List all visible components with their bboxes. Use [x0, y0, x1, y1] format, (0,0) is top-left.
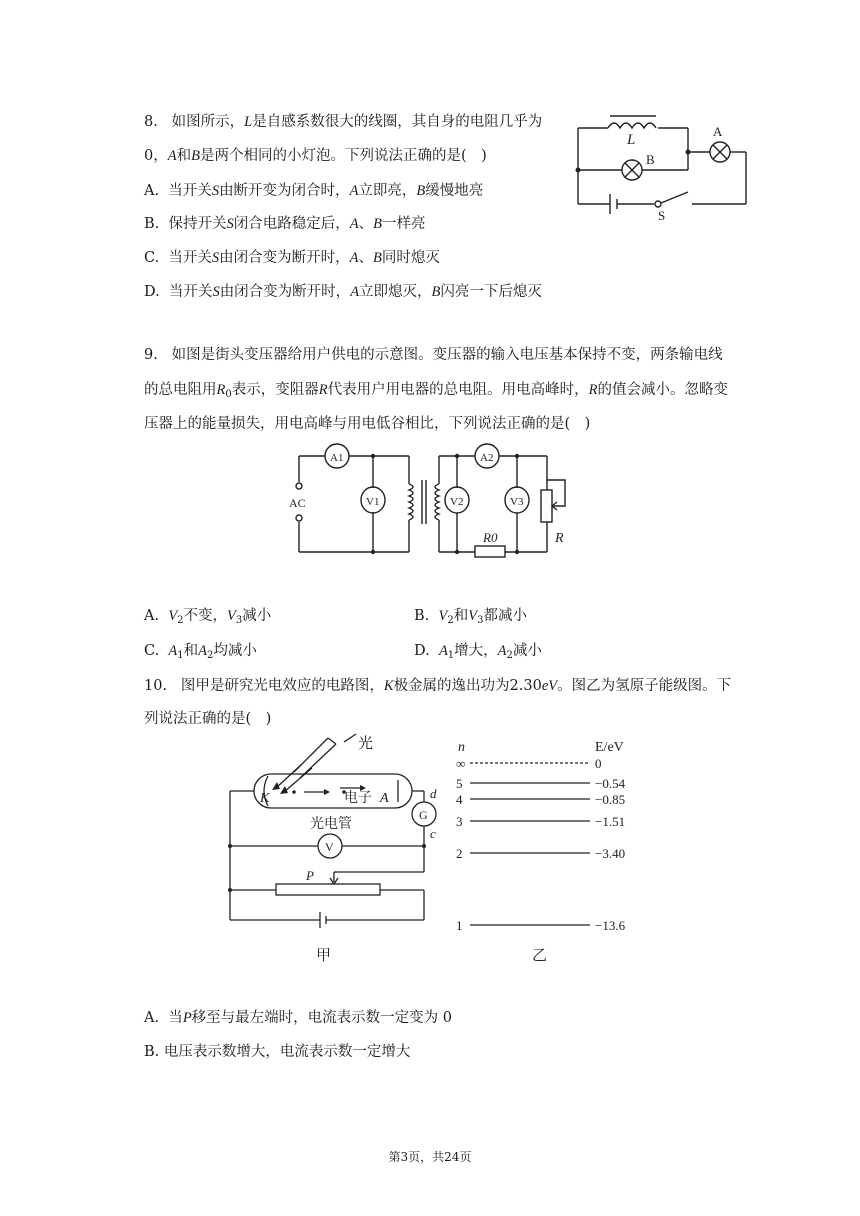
q10-fig-jia	[220, 730, 450, 970]
q8-label-b: B	[646, 152, 655, 167]
q10-label-tube: 光电管	[310, 817, 352, 832]
page-footer: 第3页，共24页	[388, 1150, 472, 1164]
q9-label-v1: V1	[366, 496, 380, 508]
q8-label-a: A	[713, 124, 723, 139]
energy-level-n: ∞	[456, 756, 466, 771]
energy-level-n: 1	[456, 918, 463, 933]
q10-label-p: P	[306, 868, 314, 883]
q9-label-a2: A2	[480, 452, 494, 464]
q10-option-a: A. 当P移至与最左端时，电流表示数一定变为 0	[144, 1010, 453, 1026]
energy-level-n: 5	[456, 776, 463, 791]
q9-option-d: D. $A_1$增大，$A_2$减小	[414, 643, 542, 661]
q8-number: 8.	[144, 114, 158, 130]
q8-option-c: C. 当开关S由闭合变为断开时，A、B同时熄灭	[144, 250, 440, 266]
energy-level-5	[456, 918, 626, 933]
q9-stem-line2: 的总电阻用$R_0$表示，变阻器R代表用户用电器的总电阻。用电高峰时，R的值会减小。忽略变	[144, 382, 728, 400]
energy-level-n: 2	[456, 846, 463, 861]
q9-label-r0: R0	[483, 530, 498, 545]
energy-level-n: 3	[456, 814, 463, 829]
q9-label-ac: AC	[289, 496, 306, 510]
energy-level-e: 0	[595, 756, 602, 771]
energy-level-2	[456, 792, 625, 807]
q8-option-b: B. 保持开关S闭合电路稳定后，A、B一样亮	[144, 216, 426, 232]
q10-stem-line1: 10. 图甲是研究光电效应的电路图，K极金属的逸出功为2.30eV。图乙为氢原子能级图。下	[144, 678, 732, 694]
q9-option-c: C. $A_1$和$A_2$均减小	[144, 643, 257, 661]
energy-level-e: −1.51	[595, 814, 626, 829]
energy-level-e: −13.6	[595, 918, 626, 933]
q10-label-k: K	[260, 791, 270, 806]
energy-level-0	[456, 756, 602, 771]
q9-transformer-figure	[285, 440, 585, 570]
q8-circuit-figure	[570, 108, 760, 223]
q10-label-d: d	[430, 786, 437, 801]
q10-option-b: B. 电压表示数增大，电流表示数一定增大	[144, 1044, 411, 1060]
q8-option-a: A. 当开关S由断开变为闭合时，A立即亮，B缓慢地亮	[144, 183, 484, 199]
q10-stem-line2: 列说法正确的是( )	[144, 711, 272, 727]
q8-label-s: S	[658, 208, 666, 223]
q10-yi-levels	[456, 756, 626, 933]
energy-level-1	[456, 776, 626, 791]
q10-label-v: V	[325, 840, 334, 854]
q10-yi-n-header: n	[458, 740, 465, 755]
q10-caption-jia: 甲	[316, 948, 332, 964]
q9-number: 9.	[144, 347, 158, 363]
q10-yi-e-header: E/eV	[595, 740, 624, 755]
q9-option-b: B. $V_2$和$V_3$都减小	[414, 608, 527, 626]
q8-option-d: D. 当开关S由闭合变为断开时，A立即熄灭，B闪亮一下后熄灭	[144, 284, 542, 300]
energy-level-4	[456, 846, 625, 861]
energy-level-e: −0.85	[595, 792, 626, 807]
q8-stem-line2: 0，A和B是两个相同的小灯泡。下列说法正确的是( )	[144, 148, 487, 164]
q10-number: 10.	[144, 678, 168, 694]
q10-label-g: G	[419, 808, 428, 822]
q10-fig-yi	[450, 735, 650, 970]
q10-label-a: A	[380, 791, 389, 806]
q9-label-v2: V2	[450, 496, 464, 508]
q9-label-a1: A1	[330, 452, 344, 464]
energy-level-n: 4	[456, 792, 463, 807]
q9-label-v3: V3	[510, 496, 524, 508]
q9-option-a: A. $V_2$不变，$V_3$减小	[144, 608, 272, 626]
q8-stem-line1: 8. 如图所示，L是自感系数很大的线圈，其自身的电阻几乎为	[144, 114, 543, 130]
energy-level-3	[456, 814, 625, 829]
energy-level-e: −0.54	[595, 776, 626, 791]
q10-caption-yi: 乙	[532, 948, 548, 964]
q10-label-electron: 电子	[344, 791, 372, 806]
q10-label-light: 光	[358, 736, 374, 752]
q9-stem-line3: 压器上的能量损失，用电高峰与用电低谷相比，下列说法正确的是( )	[144, 416, 591, 432]
q8-label-l: L	[627, 132, 636, 148]
energy-level-e: −3.40	[595, 846, 626, 861]
q9-label-r: R	[555, 531, 564, 546]
q10-label-c: c	[430, 826, 436, 841]
q9-stem-line1: 9. 如图是街头变压器给用户供电的示意图。变压器的输入电压基本保持不变，两条输电线	[144, 347, 723, 363]
